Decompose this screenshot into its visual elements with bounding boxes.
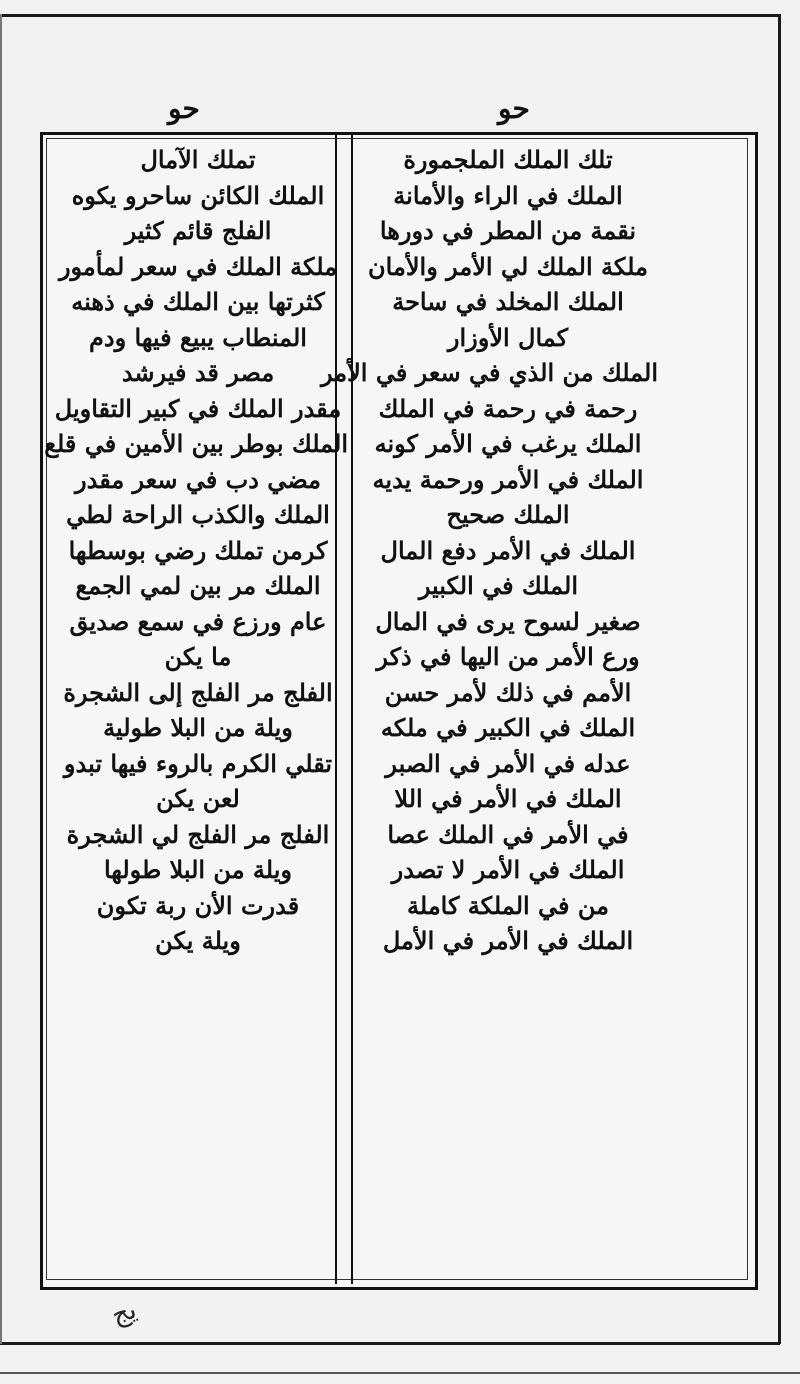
text-line: الملك صحيح xyxy=(446,500,570,529)
text-line: الملك في الأمر دفع المال xyxy=(380,535,636,565)
text-line: الملك في الراء والأمانة xyxy=(393,180,623,210)
text-line: الملك في الأمر ورحمة يديه xyxy=(372,464,644,494)
text-line: ملكة الملك لي الأمر والأمان xyxy=(368,251,648,281)
text-line: نقمة من المطر في دورها xyxy=(379,216,637,245)
text-line: الملك مر بين لمي الجمع xyxy=(75,571,321,600)
text-line: ويلة من البلا طولية xyxy=(103,713,293,742)
text-line: الملك في الكبير xyxy=(418,571,578,600)
text-line: كرمن تملك رضي بوسطها xyxy=(68,535,328,565)
text-line: تقلي الكرم بالروء فيها تبدو xyxy=(63,748,333,778)
text-line: لعن يكن xyxy=(156,784,240,813)
text-line: ورع الأمر من اليها في ذكر xyxy=(376,642,640,671)
text-line: الفلج مر الفلج إلى الشجرة xyxy=(63,677,333,707)
text-line: مصر قد فيرشد xyxy=(121,358,275,387)
text-line: ويلة يكن xyxy=(155,926,241,955)
text-line: كثرتها بين الملك في ذهنه xyxy=(71,287,325,316)
text-line: صغير لسوح يرى في المال xyxy=(375,606,641,636)
page-edge-bottom-shadow xyxy=(0,1372,800,1374)
text-line: عدله في الأمر في الصبر xyxy=(385,748,631,778)
text-line: الملك يرغب في الأمر كونه xyxy=(374,429,642,458)
text-line: تملك الآمال xyxy=(140,145,256,174)
text-line: الملك من الذي في سعر في الأمر xyxy=(321,358,658,387)
text-line: ملكة الملك في سعر لمأمور xyxy=(58,251,338,281)
left-column xyxy=(44,142,348,959)
text-line: الملك في الأمر في الأمل xyxy=(382,926,634,955)
text-line: الأمم في ذلك لأمر حسن xyxy=(384,677,632,707)
page-edge-left xyxy=(0,14,2,1344)
text-line: الفلج مر الفلج لي الشجرة xyxy=(66,819,330,849)
text-line: الملك في الأمر في اللا xyxy=(394,784,622,813)
text-line: الملك والكذب الراحة لطي xyxy=(66,500,330,529)
text-line: مضي دب في سعر مقدر xyxy=(75,464,321,494)
text-line: عام ورزع في سمع صديق xyxy=(69,606,327,636)
marginal-mark: يج xyxy=(107,1294,141,1332)
text-line: ويلة من البلا طولها xyxy=(103,855,292,884)
text-line: الملك الكائن ساحرو يكوه xyxy=(71,180,325,210)
text-line: ما يكن xyxy=(164,642,232,671)
text-line: الملك المخلد في ساحة xyxy=(392,287,624,316)
page-edge-top xyxy=(0,14,780,17)
text-line: رحمة في رحمة في الملك xyxy=(378,393,638,423)
text-line: كمال الأوزار xyxy=(447,322,569,352)
text-line: الملك في الأمر لا تصدر xyxy=(391,855,625,884)
page-edge-bottom xyxy=(0,1342,780,1345)
text-line: مقدر الملك في كبير التقاويل xyxy=(54,393,342,423)
right-column xyxy=(321,142,658,959)
text-line: المنطاب يبيع فيها ودم xyxy=(89,322,307,352)
text-line: تلك الملك الملجمورة xyxy=(403,145,613,174)
text-line: الفلج قائم كثير xyxy=(124,216,272,245)
text-line: قدرت الأن ربة تكون xyxy=(96,890,300,920)
catchword-left: حو xyxy=(168,92,200,125)
page-edge-right xyxy=(778,14,781,1344)
catchword-right: حو xyxy=(498,92,530,125)
text-line: في الأمر في الملك عصا xyxy=(387,819,629,849)
text-line: الملك في الكبير في ملكه xyxy=(380,713,636,742)
text-line: من في الملكة كاملة xyxy=(407,890,609,920)
text-line: الملك بوطر بين الأمين في قلع xyxy=(44,429,348,458)
